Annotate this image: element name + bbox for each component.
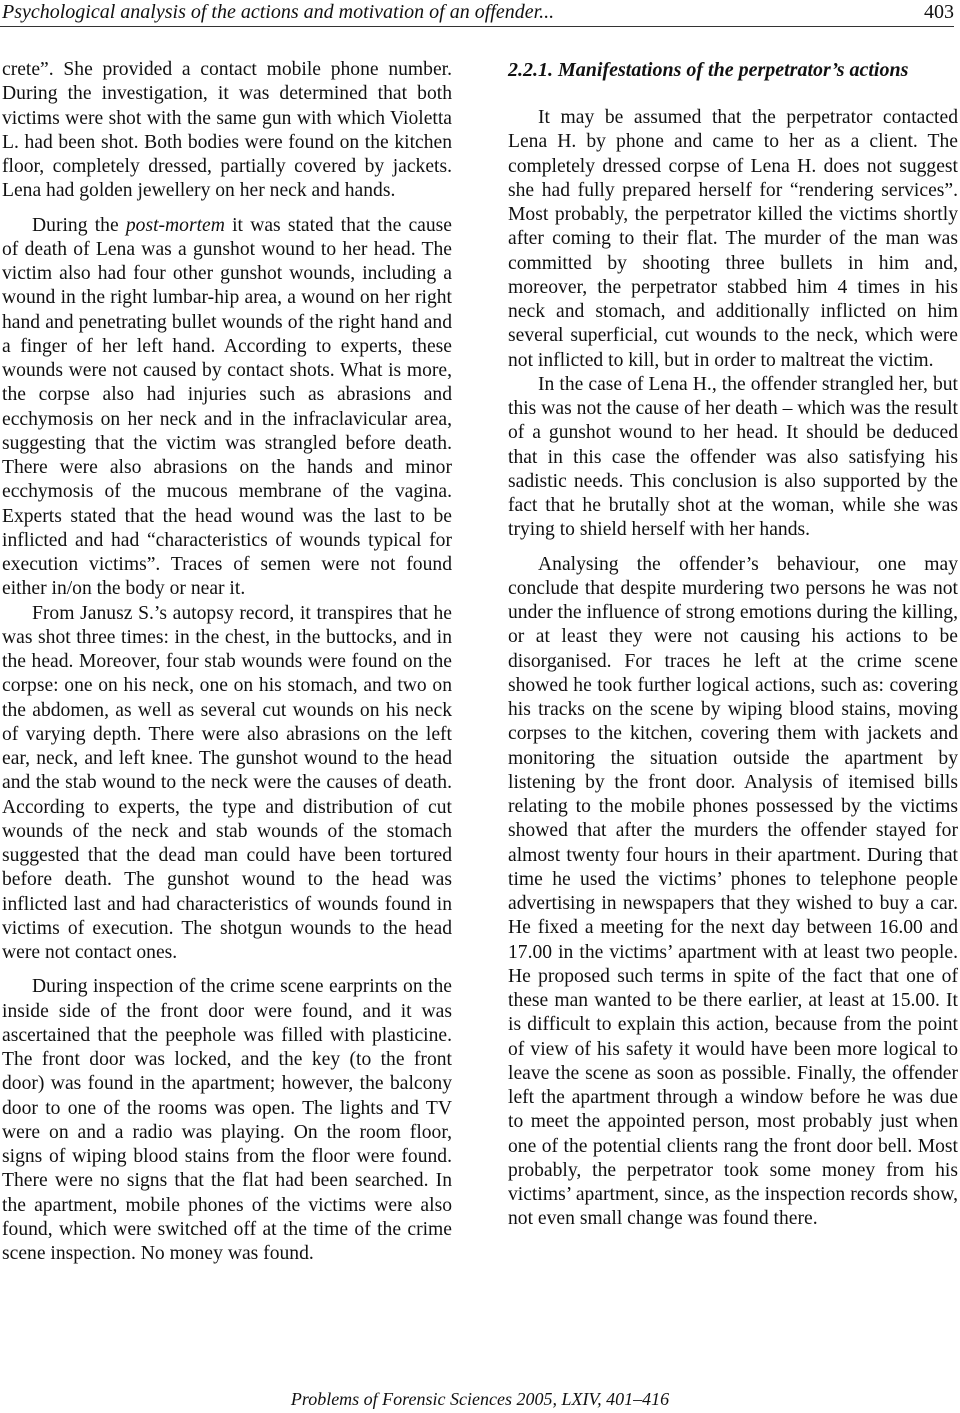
paragraph-post-mortem: [2, 214, 452, 602]
page-footer: Problems of Forensic Sciences 2005, LXIV, 401–416: [290, 1389, 670, 1409]
section-heading: 2.2.1. Manifestations of the perpetrator’s actions: [508, 59, 909, 81]
emphasis-post-mortem: post-mortem: [125, 214, 225, 236]
paragraph-contact: It may be assumed that the perpetrator contacted Lena H. by phone and came to her as a client. The completely dressed corpse of Lena H. does not suggest she had fully prepared herself for “rendering services”. Most probably, the perpetrator killed the victims shortly after coming to their flat. The murder of the man was committed by shooting three bullets in him and, moreover, the perpetrator stabbed him 4 times in his neck and stomach, and additionally inflicted on him several superficial, cut wounds to the neck, which were not inflicted to kill, but in order to maltreat the victim.: [508, 107, 958, 371]
text-span: During the: [32, 214, 126, 236]
paragraph-analysis: Analysing the offender’s behaviour, one may conclude that despite murdering two persons he was not under the influence of strong emotions during the killing, or at least they were not causing his actions to be disorganised. For traces he left at the crime scene showed he took further logical actions, such as: covering his tracks on the scene by wiping blood stains, moving corpses to the kitchen, covering them with jackets and monitoring the situation outside the apartment by listening by the front door. Analysis of itemised bills relating to the mobile phones possessed by the victims showed that after the murders the offender stayed for almost twenty four hours in their apartment. During that time he used the victims’ phones to telephone people advertising in newspapers that they wished to buy a car. He fixed a meeting for the next day between 16.00 and 17.00 in the victims’ apartment with at least two people. He proposed such terms in spite of the fact that one of these man wanted to be there earlier, at least at 15.00. It is difficult to explain this action, because from the point of view of his safety it would have been more logical to leave the scene as soon as possible. Finally, the offender left the apartment through a window before he was due to meet the appointed person, most probably just when one of the potential clients rang the front door bell. Most probably, the perpetrator took some money from his victims’ apartment, since, as the inspection records show, not even small change was found there.: [508, 553, 958, 1230]
text-span: it was stated that the cause of death of Lena was a gunshot wound to her head. The victim also had four other gunshot wounds, including a wound in the right lumbar-hip area, a wound on her right hand and penetrating bullet wounds of the right hand and a finger of her left hand. According to experts, these wounds were not caused by contact shots. What is more, the corpse also had injuries such as abrasions and ecchymosis on her neck and in the infraclavicular area, suggesting that the victim was strangled before death. There were also abrasions on the hands and minor ecchymosis of the mucous membrane of the vagina. Experts stated that the head wound was the last to be inflicted and had “characteristics of wounds typical for execution victims”. Traces of semen were not found either in/on the body or near it.: [2, 214, 452, 600]
paragraph-autopsy-janusz: From Janusz S.’s autopsy record, it transpires that he was shot three times: in the chest, in the buttocks, and in the head. Moreover, four stab wounds were found on the corpse: one on his neck, one on his stomach, and two on the abdomen, as well as several cut wounds on his neck of varying depth. There were also abrasions on the left ear, neck, and left knee. The gunshot wound to the head and the stab wound to the neck were the causes of death. According to experts, the type and distribution of cut wounds of the neck and stab wounds of the stomach suggested that the dead man could have been tortured before death. The gunshot wound to the head was inflicted last and had characteristics of wounds found in victims of execution. The shotgun wounds to the head were not contact ones.: [2, 602, 452, 963]
paragraph-lena: In the case of Lena H., the offender strangled her, but this was not the cause of her death – which was the result of a gunshot wound to her head. It should be deduced that in this case the offender was also satisfying his sadistic needs. This conclusion is also supported by the fact that he brutally shot at the woman, while she was trying to shield herself with her hands.: [508, 373, 958, 541]
paragraph-continued: crete”. She provided a contact mobile phone number. During the investigation, it was determined that both victims were shot with the same gun with which Violetta L. had been shot. Both bodies were found on the kitchen floor, completely dressed, partially covered by jackets. Lena had golden jewellery on her neck and hands.: [2, 59, 452, 202]
right-column: [508, 58, 958, 1232]
left-column: [2, 58, 452, 1266]
running-header: [0, 0, 954, 27]
page-number: 403: [924, 1, 954, 23]
paragraph-crime-scene: During inspection of the crime scene earprints on the inside side of the front door were found, and it was ascertained that the peephole was filled with plasticine. The front door was locked, and the key (to the front door) was found in the apartment; however, the balcony door to one of the rooms was open. The lights and TV were on and a radio was playing. On the room floor, signs of wiping blood stains from the floor were found. There were no signs that the flat had been searched. In the apartment, mobile phones of the victims were also found, which were switched off at the time of the crime scene inspection. No money was found.: [2, 976, 452, 1264]
running-title: Psychological analysis of the actions and motivation of an offender...: [2, 1, 555, 23]
